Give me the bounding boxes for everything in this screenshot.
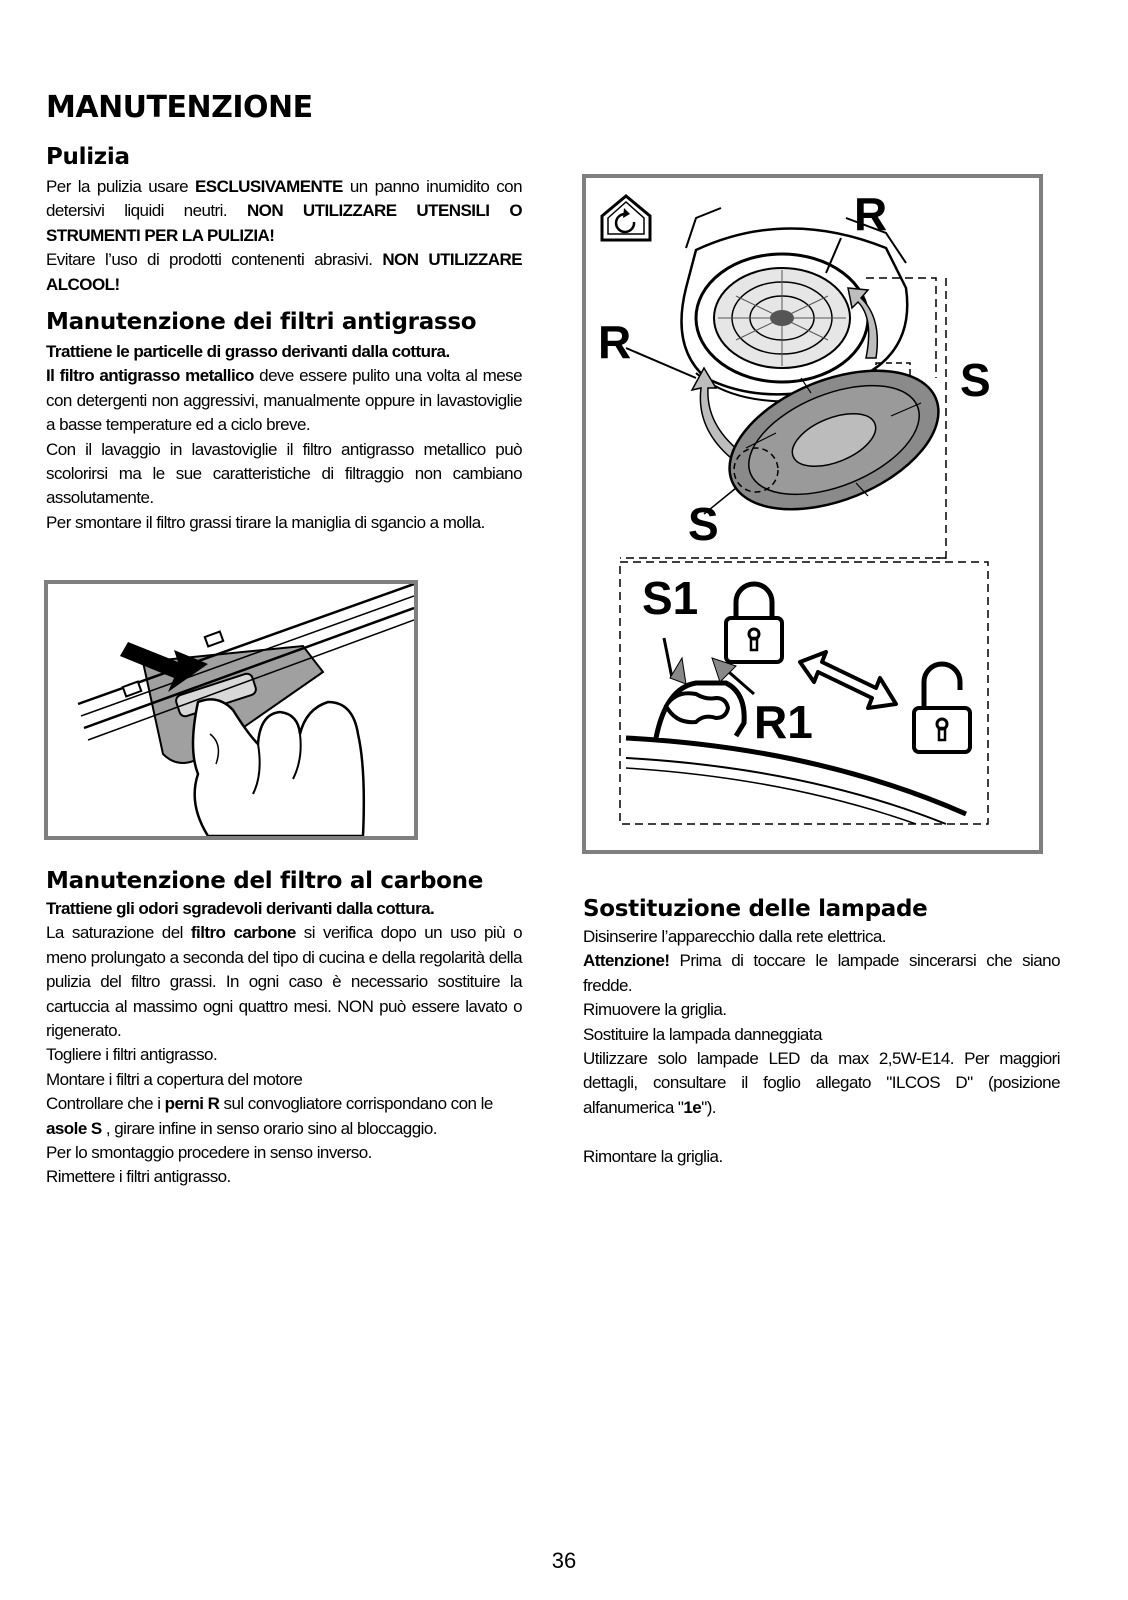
house-rotation-icon	[602, 196, 650, 240]
section-lamps	[583, 925, 1060, 1169]
grease-paragraph-1: Il filtro antigrasso metallico deve essere pulito una volta al mese con detergenti non aggressivi, manualmente oppure in lavastoviglie a basse temperature ed a ciclo breve.	[46, 366, 522, 435]
carbon-paragraph-5: Per lo smontaggio procedere in senso inverso.	[46, 1143, 372, 1163]
carbon-paragraph-1: La saturazione del filtro carbone si verifica dopo un uso più o meno prolungato a seconda del tipo di cucina e della regolarità della pulizia del filtro grassi. In ogni caso è necessario sostituire la cartuccia al massimo ogni quattro mesi. NON può essere lavato o rigenerato.	[46, 923, 522, 1041]
heading-grease-filters: Manutenzione dei filtri antigrasso	[46, 309, 477, 335]
carbon-filter-drawing	[586, 178, 1039, 850]
carbon-filter-illustration	[582, 174, 1043, 854]
heading-pulizia: Pulizia	[46, 144, 130, 170]
grease-filter-drawing	[48, 584, 414, 836]
double-arrow-icon	[800, 652, 896, 708]
grease-filter-illustration	[44, 580, 418, 840]
carbon-paragraph-3: Montare i filtri a copertura del motore	[46, 1069, 303, 1089]
lock-closed-icon	[726, 584, 782, 662]
pulizia-paragraph-1: Per la pulizia usare ESCLUSIVAMENTE un panno inumidito con detersivi liquidi neutri. NON UTILIZZARE UTENSILI O STRUMENTI PER LA PULIZIA!	[46, 177, 522, 245]
lamps-paragraph-3: Rimuovere la griglia.	[583, 1000, 727, 1020]
label-s1: S1	[642, 572, 699, 624]
lamps-paragraph-1: Disinserire l’apparecchio dalla rete elettrica.	[583, 927, 886, 946]
carbon-paragraph-4: Controllare che i perni R sul convogliatore corrispondano con le asole S , girare infine in senso orario sino al bloccaggio.	[46, 1094, 493, 1138]
page-number: 36	[551, 1548, 577, 1573]
lamps-paragraph-2: Attenzione! Prima di toccare le lampade sincerarsi che siano fredde.	[583, 951, 1060, 995]
label-r-top: R	[854, 188, 888, 240]
page-title: MANUTENZIONE	[46, 90, 313, 125]
heading-carbon-filter: Manutenzione del filtro al carbone	[46, 868, 483, 894]
lamps-paragraph-4: Sostituire la lampada danneggiata	[583, 1024, 822, 1044]
label-r-left: R	[598, 316, 632, 368]
carbon-paragraph-2: Togliere i filtri antigrasso.	[46, 1045, 218, 1065]
lock-open-icon	[914, 664, 970, 752]
section-carbon-filter	[46, 897, 522, 1190]
heading-lamps: Sostituzione delle lampade	[583, 896, 928, 922]
lamps-paragraph-5: Utilizzare solo lampade LED da max 2,5W-E14. Per maggiori dettagli, consultare il foglio allegato "ILCOS D" (posizione alfanumerica "1e").	[583, 1049, 1060, 1117]
carbon-subtitle: Trattiene gli odori sgradevoli derivanti dalla cottura.	[46, 899, 435, 918]
lamps-paragraph-6: Rimontare la griglia.	[583, 1146, 723, 1166]
grease-subtitle: Trattiene le particelle di grasso derivanti dalla cottura.	[46, 342, 450, 361]
carbon-paragraph-6: Rimettere i filtri antigrasso.	[46, 1167, 231, 1187]
pulizia-paragraph-2: Evitare l’uso di prodotti contenenti abrasivi. NON UTILIZZARE ALCOOL!	[46, 250, 522, 294]
label-s-bottom: S	[688, 498, 719, 550]
label-r1: R1	[754, 696, 813, 748]
grease-paragraph-2: Con il lavaggio in lavastoviglie il filtro antigrasso metallico può scolorirsi ma le sue caratteristiche di filtraggio non cambiano assolutamente.	[46, 439, 522, 508]
grease-paragraph-3: Per smontare il filtro grassi tirare la maniglia di sgancio a molla.	[46, 512, 485, 532]
section-pulizia	[46, 175, 522, 297]
label-s-right: S	[960, 354, 991, 406]
section-grease-filters	[46, 340, 522, 535]
